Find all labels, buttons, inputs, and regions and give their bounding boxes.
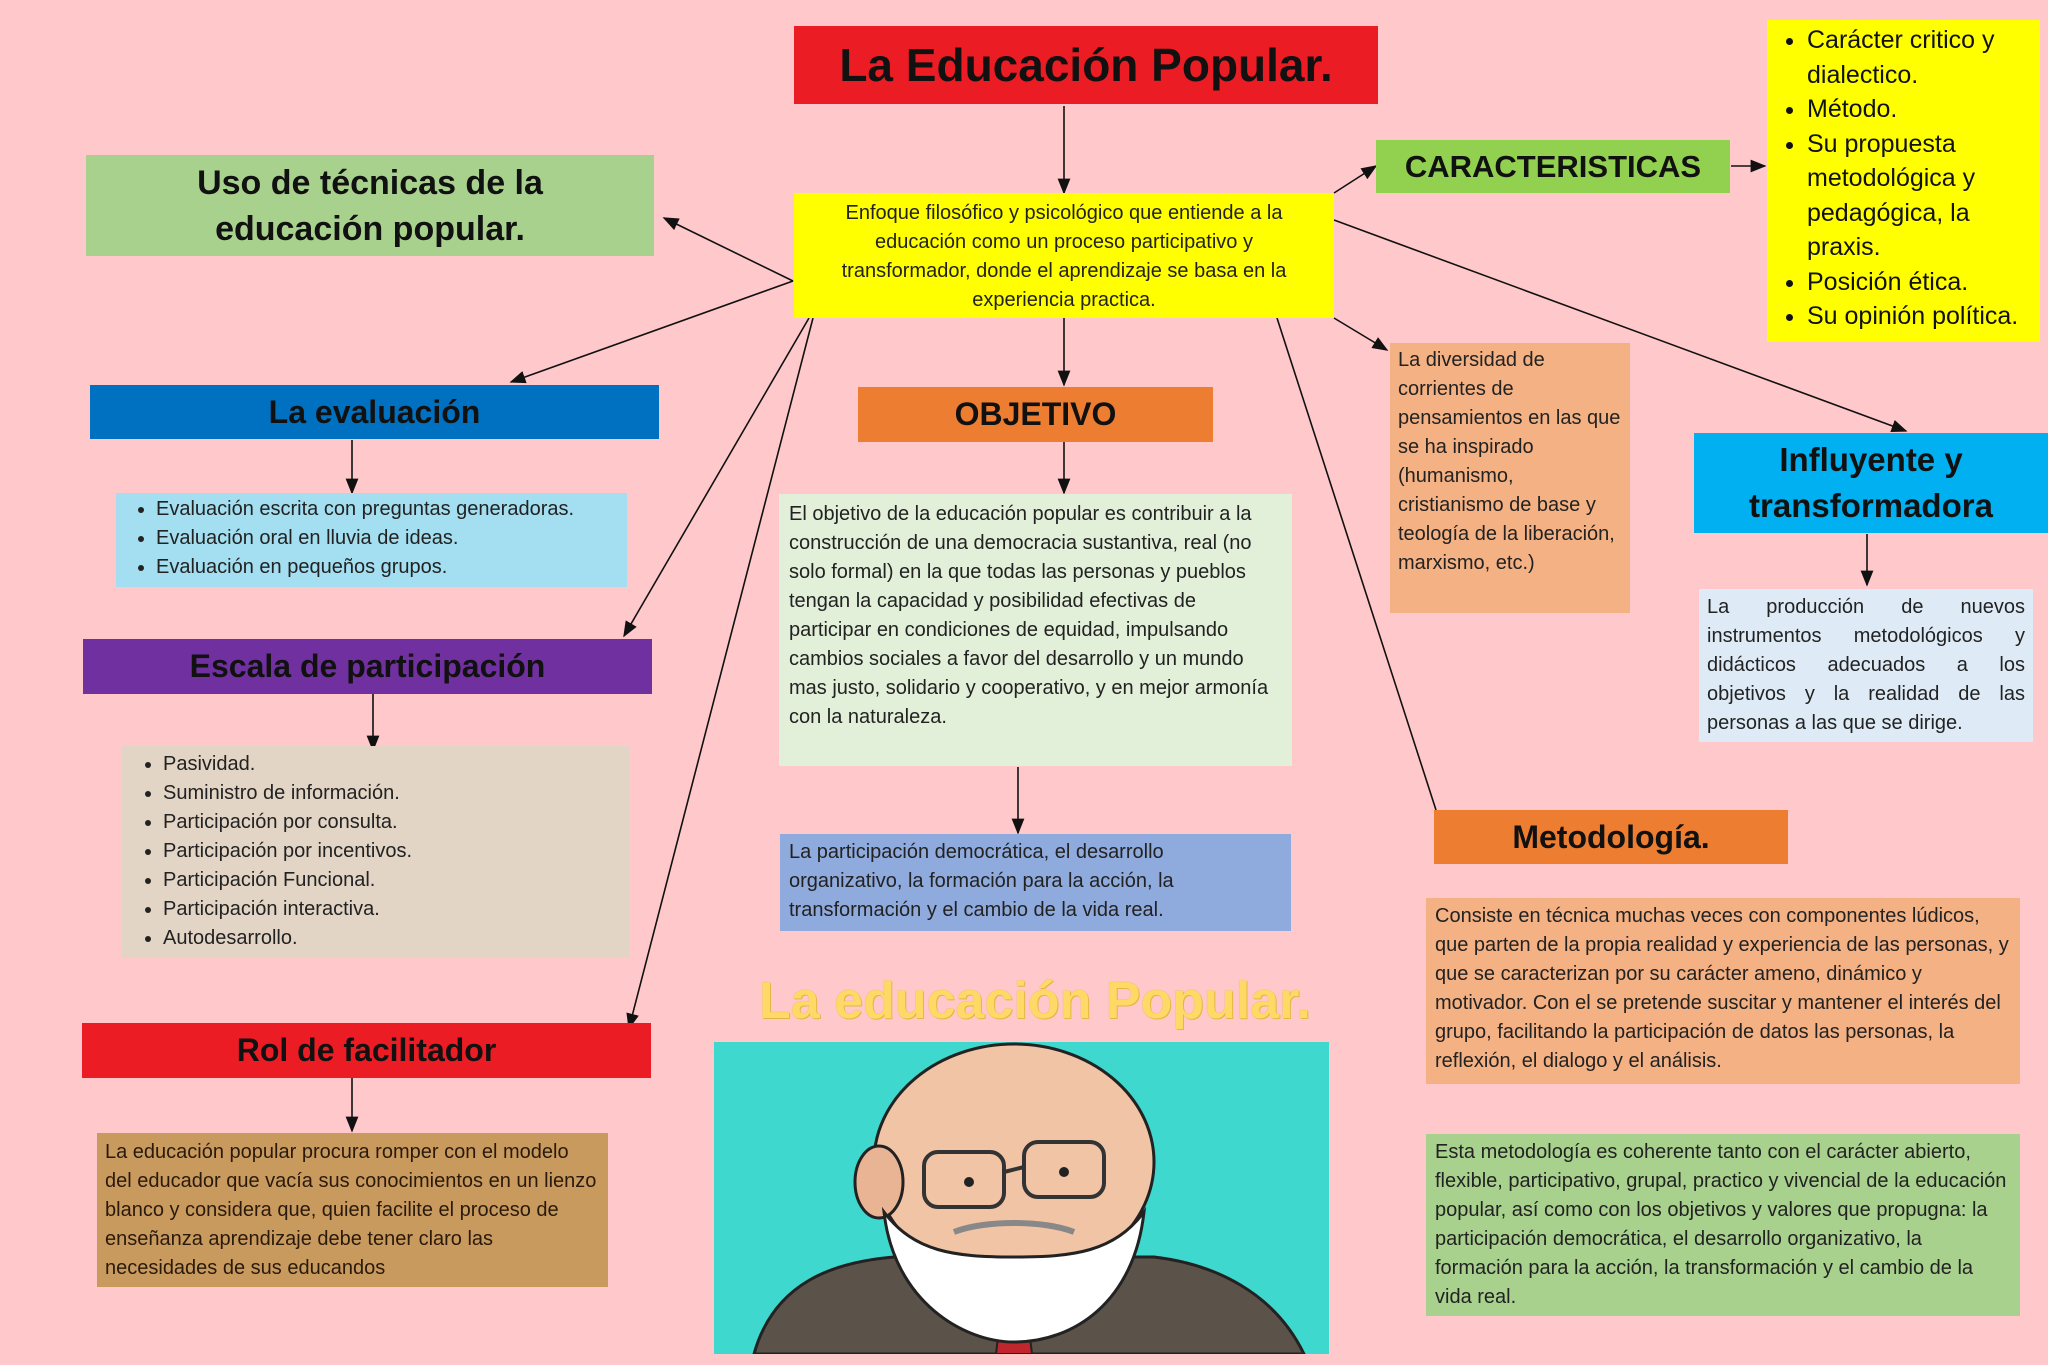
metodologia-title: Metodología. bbox=[1434, 810, 1788, 864]
portrait-illustration bbox=[714, 1042, 1329, 1354]
list-item: • Carácter critico y dialectico. bbox=[1807, 23, 2036, 92]
evaluacion-title: La evaluación bbox=[90, 385, 659, 439]
objetivo-title: OBJETIVO bbox=[858, 387, 1213, 442]
evaluacion-list bbox=[120, 495, 623, 582]
arrow-center-caracteristicas bbox=[1334, 166, 1376, 193]
caracteristicas-list-box bbox=[1767, 20, 2040, 342]
metodologia-text-2: Esta metodología es coherente tanto con el carácter abierto, flexible, participativo, grupal, practico y vivencial de la educación popular, así como con los objetivos y valores que propugna: la participación democrática, el desarrollo organizativo, la formación para la acción, la transformación y el cambio de la vida real. bbox=[1426, 1134, 2020, 1316]
list-item: • Evaluación escrita con preguntas generadoras. bbox=[156, 495, 623, 524]
arrow-center-evaluacion bbox=[511, 281, 793, 382]
escala-list-box bbox=[121, 746, 629, 958]
list-item: • Pasividad. bbox=[163, 750, 625, 779]
caracteristicas-list bbox=[1773, 23, 2036, 334]
main-title: La Educación Popular. bbox=[794, 26, 1378, 104]
list-item: • Método. bbox=[1807, 92, 2036, 127]
rol-text: La educación popular procura romper con el modelo del educador que vacía sus conocimientos en un lienzo blanco y considera que, quien facilite el proceso de enseñanza aprendizaje debe tener claro las necesidades de sus educandos bbox=[97, 1133, 608, 1287]
list-item: • Su opinión política. bbox=[1807, 299, 2036, 334]
list-item: • Participación interactiva. bbox=[163, 895, 625, 924]
list-item: • Posición ética. bbox=[1807, 265, 2036, 300]
list-item: • Suministro de información. bbox=[163, 779, 625, 808]
objetivo-result: La participación democrática, el desarrollo organizativo, la formación para la acción, la transformación y el cambio de la vida real. bbox=[780, 834, 1291, 931]
diversidad-text: La diversidad de corrientes de pensamientos en las que se ha inspirado (humanismo, cristianismo de base y teología de la liberación, marxismo, etc.) bbox=[1390, 343, 1630, 613]
list-item: • Evaluación en pequeños grupos. bbox=[156, 553, 623, 582]
portrait bbox=[714, 1042, 1329, 1354]
rol-title: Rol de facilitador bbox=[82, 1023, 651, 1078]
tecnicas-box: Uso de técnicas de la educación popular. bbox=[86, 155, 654, 256]
list-item: • Su propuesta metodológica y pedagógica, la praxis. bbox=[1807, 127, 2036, 265]
center-definition: Enfoque filosófico y psicológico que entiende a la educación como un proceso participativo y transformador, donde el aprendizaje se basa en la experiencia practica. bbox=[794, 193, 1334, 318]
subtitle: La educación Popular. bbox=[759, 972, 1311, 1030]
list-item: • Participación por consulta. bbox=[163, 808, 625, 837]
list-item: • Autodesarrollo. bbox=[163, 924, 625, 953]
list-item: • Evaluación oral en lluvia de ideas. bbox=[156, 524, 623, 553]
arrow-center-tecnicas bbox=[664, 218, 793, 281]
influyente-title: Influyente y transformadora bbox=[1694, 433, 2048, 533]
list-item: • Participación por incentivos. bbox=[163, 837, 625, 866]
influyente-text: La producción de nuevos instrumentos metodológicos y didácticos adecuados a los objetivos y la realidad de las personas a las que se dirige. bbox=[1699, 589, 2033, 742]
caracteristicas-title: CARACTERISTICAS bbox=[1376, 140, 1730, 193]
objetivo-text: El objetivo de la educación popular es contribuir a la construcción de una democracia sustantiva, real (no solo formal) en la que todas las personas y pueblos tengan la capacidad y posibilidad efectivas de participar en condiciones de equidad, impulsando cambios sociales a favor del desarrollo y un mundo mas justo, solidario y cooperativo, y en mejor armonía con la naturaleza. bbox=[779, 494, 1292, 766]
arrow-center-diversidad bbox=[1334, 318, 1387, 350]
escala-title: Escala de participación bbox=[83, 639, 652, 694]
escala-list bbox=[127, 750, 625, 953]
list-item: • Participación Funcional. bbox=[163, 866, 625, 895]
evaluacion-list-box bbox=[116, 493, 627, 587]
metodologia-text-1: Consiste en técnica muchas veces con componentes lúdicos, que parten de la propia realidad y experiencia de las personas, y que se caracterizan por su carácter ameno, dinámico y motivador. Con el se pretende suscitar y mantener el interés del grupo, facilitando la participación de datos las personas, la reflexión, el dialogo y el análisis. bbox=[1426, 898, 2020, 1084]
